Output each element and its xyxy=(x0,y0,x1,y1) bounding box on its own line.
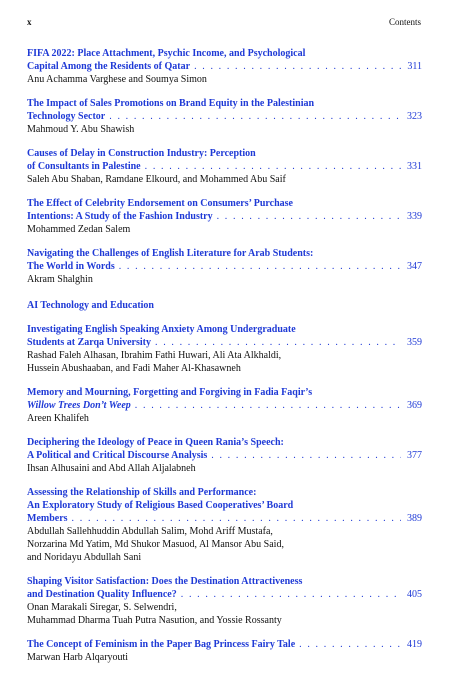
entry-authors: Abdullah Sallehhuddin Abdullah Salim, Mohd Ariff Mustafa, xyxy=(27,526,273,537)
entry-title-line: Causes of Delay in Construction Industry: Perception xyxy=(27,148,256,159)
toc-entry[interactable] xyxy=(27,638,422,664)
entry-title-line: Intentions: A Study of the Fashion Industry xyxy=(27,211,213,222)
entry-title-last-line xyxy=(27,336,422,349)
table-of-contents xyxy=(27,47,422,675)
entry-title-line: Investigating English Speaking Anxiety Among Undergraduate xyxy=(27,324,296,335)
entry-authors: Marwan Harb Alqaryouti xyxy=(27,652,129,663)
entry-title-line: Members xyxy=(27,513,68,524)
entry-authors: and Noridayu Abdullah Sani xyxy=(27,552,142,563)
entry-authors: Anu Achamma Varghese and Soumya Simon xyxy=(27,74,207,85)
entry-page-number[interactable]: 339 xyxy=(407,211,422,222)
entry-title[interactable] xyxy=(27,323,422,349)
running-header: Contents xyxy=(388,17,421,27)
entry-authors: Norzarina Md Yatim, Md Shukor Masuod, Al Mansor Abu Said, xyxy=(27,539,284,550)
entry-title-line: The Impact of Sales Promotions on Brand Equity in the Palestinian xyxy=(27,98,315,109)
entry-title-line: The World in Words xyxy=(27,261,115,272)
entry-authors: Hussein Abushaaban, and Fadi Maher Al-Khasawneh xyxy=(27,363,241,374)
entry-title-last-line xyxy=(27,588,422,601)
dot-leader xyxy=(155,336,401,349)
entry-title-last-line xyxy=(27,638,422,651)
dot-leader xyxy=(145,160,401,173)
toc-entry[interactable] xyxy=(27,247,422,286)
dot-leader xyxy=(135,399,401,412)
entry-title-last-line xyxy=(27,512,422,525)
entry-title[interactable] xyxy=(27,436,422,462)
entry-authors: Onan Marakali Siregar, S. Selwendri, xyxy=(27,602,177,613)
entry-page-number[interactable]: 369 xyxy=(407,400,422,411)
entry-page-number[interactable]: 331 xyxy=(407,161,422,172)
entry-page-number[interactable]: 419 xyxy=(407,639,422,650)
entry-title-last-line xyxy=(27,399,422,412)
toc-group-1 xyxy=(27,47,422,286)
entry-title-line: Deciphering the Ideology of Peace in Queen Rania’s Speech: xyxy=(27,437,284,448)
entry-title-line: Memory and Mourning, Forgetting and Forgiving in Fadia Faqir’s xyxy=(27,387,313,398)
entry-title-last-line xyxy=(27,449,422,462)
entry-authors: Akram Shalghin xyxy=(27,274,93,285)
toc-entry[interactable] xyxy=(27,436,422,475)
entry-page-number[interactable]: 389 xyxy=(407,513,422,524)
entry-authors: Rashad Faleh Alhasan, Ibrahim Fathi Huwari, Ali Ata Alkhaldi, xyxy=(27,350,282,361)
dot-leader xyxy=(181,588,401,601)
entry-page-number[interactable]: 347 xyxy=(407,261,422,272)
entry-title-line: Capital Among the Residents of Qatar xyxy=(27,61,191,72)
dot-leader xyxy=(109,110,401,123)
entry-title-line: Willow Trees Don’t Weep xyxy=(27,400,131,411)
entry-authors: Ihsan Alhusaini and Abd Allah Aljalabneh xyxy=(27,463,196,474)
entry-title-line: and Destination Quality Influence? xyxy=(27,589,177,600)
entry-title[interactable] xyxy=(27,247,422,273)
entry-title-line: The Concept of Feminism in the Paper Bag Princess Fairy Tale xyxy=(27,639,296,650)
entry-title[interactable] xyxy=(27,197,422,223)
entry-title-line: The Effect of Celebrity Endorsement on Consumers’ Purchase xyxy=(27,198,293,209)
entry-title[interactable] xyxy=(27,147,422,173)
toc-entry[interactable] xyxy=(27,197,422,236)
toc-entry[interactable] xyxy=(27,486,422,564)
entry-page-number[interactable]: 323 xyxy=(407,111,422,122)
entry-authors: Saleh Abu Shaban, Ramdane Elkourd, and Mohammed Abu Saif xyxy=(27,174,286,185)
toc-entry[interactable] xyxy=(27,575,422,627)
toc-entry[interactable] xyxy=(27,386,422,425)
entry-title-line: A Political and Critical Discourse Analysis xyxy=(27,450,208,461)
entry-title-line: of Consultants in Palestine xyxy=(27,161,141,172)
entry-page-number[interactable]: 405 xyxy=(407,589,422,600)
toc-entry[interactable] xyxy=(27,147,422,186)
entry-authors: Areen Khalifeh xyxy=(27,413,89,424)
entry-title[interactable] xyxy=(27,575,422,601)
entry-title-line: FIFA 2022: Place Attachment, Psychic Income, and Psychological xyxy=(27,48,306,59)
entry-title-last-line xyxy=(27,160,422,173)
entry-title-line: An Exploratory Study of Religious Based Cooperatives’ Board xyxy=(27,500,294,511)
entry-title[interactable] xyxy=(27,386,422,412)
entry-page-number[interactable]: 359 xyxy=(407,337,422,348)
dot-leader xyxy=(211,449,401,462)
entry-title[interactable] xyxy=(27,97,422,123)
entry-title[interactable] xyxy=(27,638,422,651)
toc-entry[interactable] xyxy=(27,323,422,375)
dot-leader xyxy=(119,260,401,273)
entry-title-last-line xyxy=(27,260,422,273)
entry-page-number[interactable]: 377 xyxy=(407,450,422,461)
entry-authors: Mohammed Zedan Salem xyxy=(27,224,131,235)
toc-entry[interactable] xyxy=(27,47,422,86)
entry-title-line: Students at Zarqa University xyxy=(27,337,151,348)
entry-title-last-line xyxy=(27,60,422,73)
entry-title-line: Navigating the Challenges of English Literature for Arab Students: xyxy=(27,248,314,259)
dot-leader xyxy=(217,210,401,223)
toc-group-2 xyxy=(27,323,422,664)
entry-title[interactable] xyxy=(27,486,422,525)
entry-authors: Mahmoud Y. Abu Shawish xyxy=(27,124,135,135)
entry-authors: Muhammad Dharma Tuah Putra Nasution, and Yossie Rossanty xyxy=(27,615,282,626)
toc-entry[interactable] xyxy=(27,97,422,136)
section-heading: AI Technology and Education xyxy=(27,300,154,311)
entry-title-line: Assessing the Relationship of Skills and Performance: xyxy=(27,487,257,498)
entry-title-last-line xyxy=(27,210,422,223)
entry-title-line: Technology Sector xyxy=(27,111,106,122)
entry-title-last-line xyxy=(27,110,422,123)
dot-leader xyxy=(194,60,401,73)
dot-leader xyxy=(299,638,401,651)
entry-page-number[interactable]: 311 xyxy=(407,61,422,72)
entry-title[interactable] xyxy=(27,47,422,73)
page-number-roman: x xyxy=(27,17,32,27)
entry-title-line: Shaping Visitor Satisfaction: Does the Destination Attractiveness xyxy=(27,576,303,587)
dot-leader xyxy=(72,512,401,525)
